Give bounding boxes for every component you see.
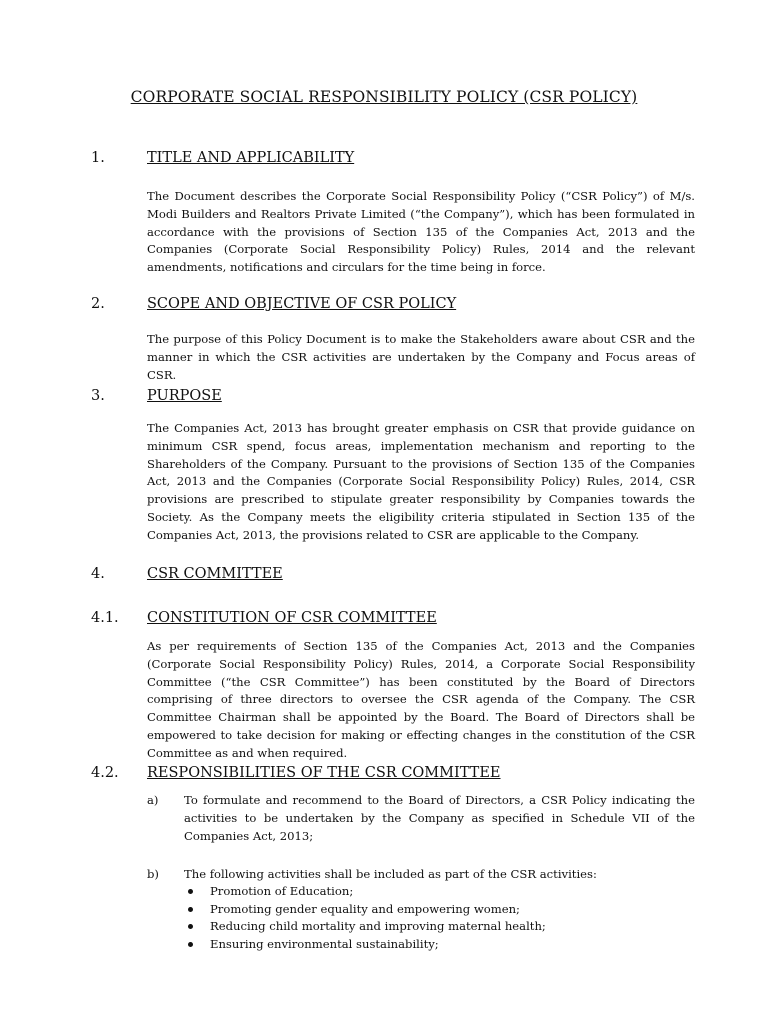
bullet-text: Promoting gender equality and empowering women; <box>210 901 520 916</box>
section-title: PURPOSE <box>147 388 222 404</box>
bullet-list <box>184 883 546 953</box>
bullet-item <box>184 883 546 901</box>
item-text: To formulate and recommend to the Board of Directors, a CSR Policy indicating the activities to be undertaken by the Company as specified in Schedule VII of the Companies Act, 2013; <box>184 793 695 843</box>
section-title: TITLE AND APPLICABILITY <box>147 150 355 166</box>
section-number: 4. <box>91 566 105 582</box>
section-title: CONSTITUTION OF CSR COMMITTEE <box>147 610 437 626</box>
item-text: The following activities shall be included as part of the CSR activities: <box>184 867 597 881</box>
section-title: RESPONSIBILITIES OF THE CSR COMMITTEE <box>147 765 501 781</box>
section-title: CSR COMMITTEE <box>147 566 283 582</box>
section-number: 2. <box>91 296 105 312</box>
bullet-item <box>184 936 546 954</box>
bullet-item <box>184 918 546 936</box>
document-title: CORPORATE SOCIAL RESPONSIBILITY POLICY (CSR POLICY) <box>130 88 638 106</box>
section-3-paragraph: The Companies Act, 2013 has brought greater emphasis on CSR that provide guidance on minimum CSR spend, focus areas, implementation mechanism and reporting to the Shareholders of the Company. Pursuant to the provisions of Section 135 of the Companies Act, 2013 and the Companies (Corporate Social Responsibility Policy) Rules, 2014, CSR provisions are prescribed to stipulate greater responsibility by Companies towards the Society. As the Company meets the eligibility criteria stipulated in Section 135 of the Companies Act, 2013, the provisions related to CSR are applicable to the Company. <box>147 421 695 542</box>
section-2-paragraph: The purpose of this Policy Document is to make the Stakeholders aware about CSR and the manner in which the CSR activities are undertaken by the Company and Focus areas of CSR. <box>147 332 695 382</box>
bullet-icon <box>188 942 193 947</box>
bullet-icon <box>188 889 193 894</box>
item-label: b) <box>147 867 159 881</box>
bullet-item <box>184 901 546 919</box>
section-number: 4.2. <box>91 765 119 781</box>
section-number: 3. <box>91 388 105 404</box>
section-number: 1. <box>91 150 105 166</box>
section-number: 4.1. <box>91 610 119 626</box>
section-1-paragraph: The Document describes the Corporate Social Responsibility Policy (“CSR Policy”) of M/s. Modi Builders and Realtors Private Limited (“the Company”), which has been formulated in accordance with the provisions of Section 135 of the Companies Act, 2013 and the Companies (Corporate Social Responsibility Policy) Rules, 2014 and the relevant amendments, notifications and circulars for the time being in force. <box>147 189 695 275</box>
bullet-text: Ensuring environmental sustainability; <box>210 936 439 951</box>
section-title: SCOPE AND OBJECTIVE OF CSR POLICY <box>147 296 457 312</box>
bullet-icon <box>188 924 193 929</box>
bullet-icon <box>188 907 193 912</box>
bullet-text: Reducing child mortality and improving maternal health; <box>210 919 546 934</box>
item-label: a) <box>147 793 159 807</box>
bullet-text: Promotion of Education; <box>210 884 354 898</box>
section-4-1-paragraph: As per requirements of Section 135 of the Companies Act, 2013 and the Companies (Corporate Social Responsibility Policy) Rules, 2014, a Corporate Social Responsibility Committee (“the CSR Committee”) has been constituted by the Board of Directors comprising of three directors to oversee the CSR agenda of the Company. The CSR Committee Chairman shall be appointed by the Board. The Board of Directors shall be empowered to take decision for making or effecting changes in the constitution of the CSR Committee as and when required. <box>147 639 695 760</box>
